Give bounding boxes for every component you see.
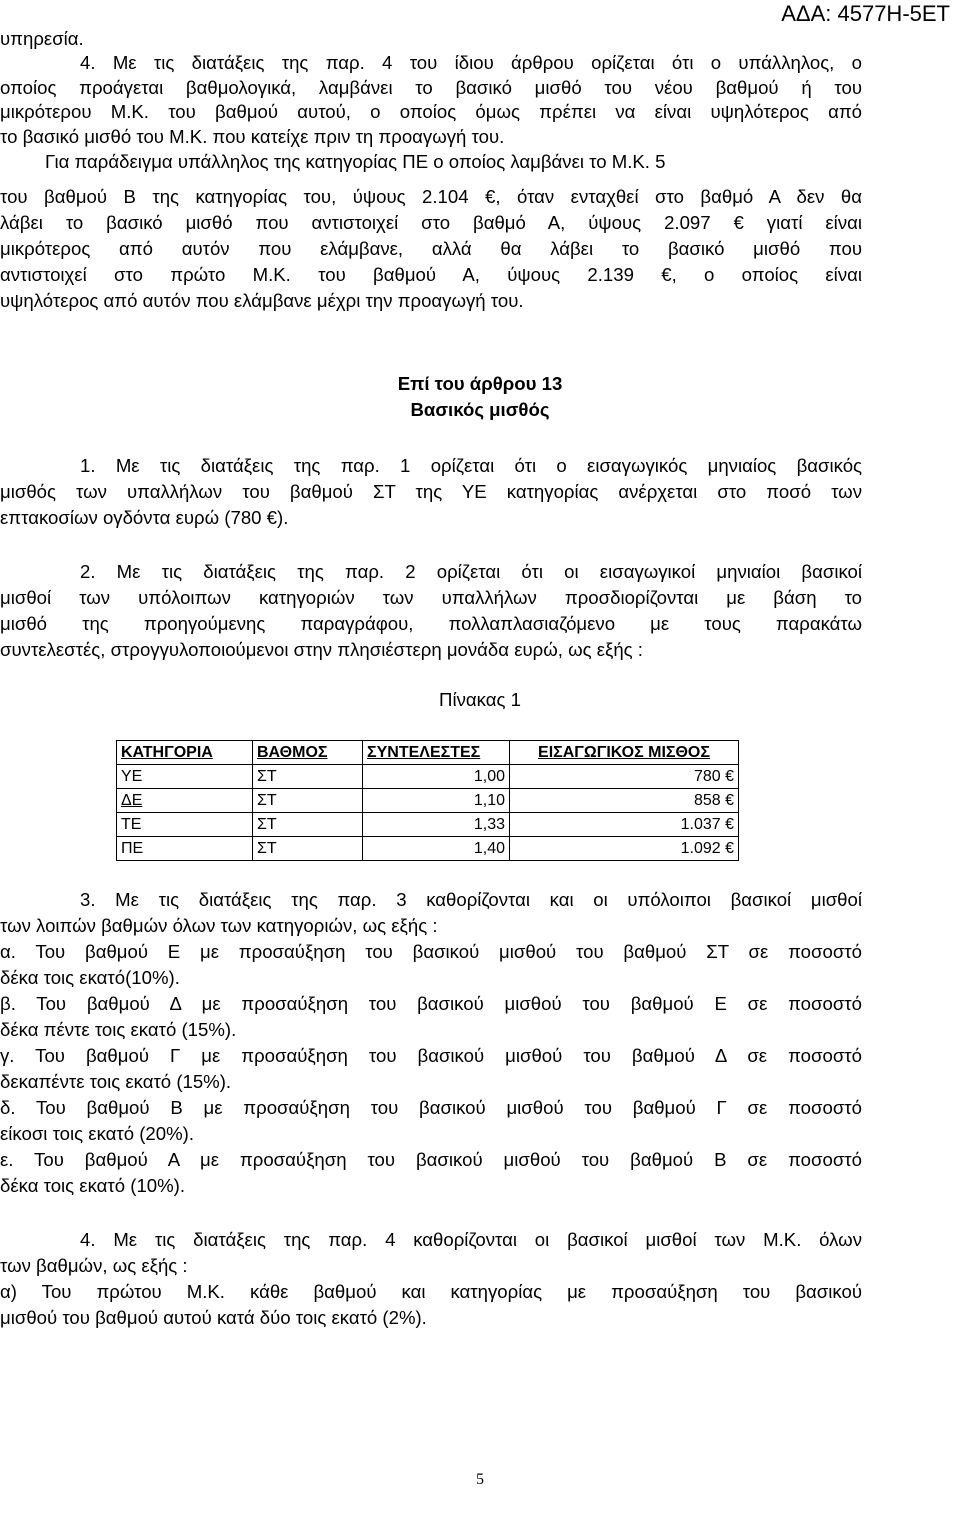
table-cell: ΣΤ: [253, 837, 363, 861]
table-cell: 1,40: [363, 837, 510, 861]
body-line: 2. Με τις διατάξεις της παρ. 2 ορίζεται ότι οι εισαγωγικοί μηνιαίοι βασικοί: [80, 561, 862, 582]
column-header: ΚΑΤΗΓΟΡΙΑ: [117, 741, 253, 765]
table-cell: ΤΕ: [117, 813, 253, 837]
body-line: επτακοσίων ογδόντα ευρώ (780 €).: [0, 507, 289, 528]
table-row: [117, 789, 739, 813]
body-line: δ. Του βαθμού Β με προσαύξηση του βασικού μισθού του βαθμού Γ σε ποσοστό: [0, 1097, 862, 1118]
body-line: υπηρεσία.: [0, 28, 84, 49]
body-line: α) Του πρώτου Μ.Κ. κάθε βαθμού και κατηγορίας με προσαύξηση του βασικού: [0, 1281, 862, 1302]
table-row: [117, 813, 739, 837]
column-header: ΕΙΣΑΓΩΓΙΚΟΣ ΜΙΣΘΟΣ: [510, 741, 739, 765]
body-line: είκοσι τοις εκατό (20%).: [0, 1123, 195, 1144]
column-header: ΣΥΝΤΕΛΕΣΤΕΣ: [363, 741, 510, 765]
body-line: μισθός των υπαλλήλων του βαθμού ΣΤ της ΥΕ κατηγορίας ανέρχεται στο ποσό των: [0, 481, 862, 502]
page-number: 5: [476, 1471, 484, 1488]
table-cell: 1,33: [363, 813, 510, 837]
table-cell: ΣΤ: [253, 765, 363, 789]
table-cell: 1.037 €: [510, 813, 739, 837]
table-cell: 1,10: [363, 789, 510, 813]
table-cell: ΥΕ: [117, 765, 253, 789]
table-cell: ΔΕ: [117, 789, 253, 813]
section-heading: Επί του άρθρου 13: [397, 373, 563, 394]
table-cell: ΠΕ: [117, 837, 253, 861]
body-line: υψηλότερος από αυτόν που ελάμβανε μέχρι την προαγωγή του.: [0, 290, 524, 311]
ada-identifier: ΑΔΑ: 4577Η-5ΕΤ: [781, 1, 950, 26]
body-line: β. Του βαθμού Δ με προσαύξηση του βασικού μισθού του βαθμού Ε σε ποσοστό: [0, 993, 862, 1014]
body-line: 4. Με τις διατάξεις της παρ. 4 καθορίζονται οι βασικοί μισθοί των Μ.Κ. όλων: [80, 1229, 862, 1250]
body-line: γ. Του βαθμού Γ με προσαύξηση του βασικού μισθού του βαθμού Δ σε ποσοστό: [0, 1045, 862, 1066]
table-caption: Πίνακας 1: [439, 689, 521, 710]
body-line: οποίος προάγεται βαθμολογικά, λαμβάνει το βασικό μισθό του νέου βαθμού ή του: [0, 77, 862, 98]
body-line: 1. Με τις διατάξεις της παρ. 1 ορίζεται ότι ο εισαγωγικός μηνιαίος βασικός: [80, 455, 862, 476]
table-cell: ΣΤ: [253, 813, 363, 837]
table-cell: 1,00: [363, 765, 510, 789]
body-line: 3. Με τις διατάξεις της παρ. 3 καθορίζονται και οι υπόλοιποι βασικοί μισθοί: [80, 889, 862, 910]
body-line: μισθοί των υπόλοιπων κατηγοριών των υπαλλήλων προσδιορίζονται με βάση το: [0, 587, 862, 608]
body-line: δέκα πέντε τοις εκατό (15%).: [0, 1019, 237, 1040]
body-line: Για παράδειγμα υπάλληλος της κατηγορίας ΠΕ ο οποίος λαμβάνει το Μ.Κ. 5: [45, 151, 666, 172]
table-row: [117, 765, 739, 789]
body-line: των βαθμών, ως εξής :: [0, 1255, 188, 1276]
body-line: συντελεστές, στρογγυλοποιούμενοι στην πλησιέστερη μονάδα ευρώ, ως εξής :: [0, 639, 643, 660]
body-line: ε. Του βαθμού Α με προσαύξηση του βασικού μισθού του βαθμού Β σε ποσοστό: [0, 1149, 862, 1170]
table-cell: ΣΤ: [253, 789, 363, 813]
body-line: αντιστοιχεί στο πρώτο Μ.Κ. του βαθμού Α, ύψους 2.139 €, ο οποίος είναι: [0, 264, 862, 285]
body-line: μισθό της προηγούμενης παραγράφου, πολλαπλασιαζόμενο με τους παρακάτω: [0, 613, 862, 634]
body-line: δεκαπέντε τοις εκατό (15%).: [0, 1071, 232, 1092]
column-header: ΒΑΘΜΟΣ: [253, 741, 363, 765]
table-row: [117, 837, 739, 861]
table-cell: 1.092 €: [510, 837, 739, 861]
salary-table: [116, 740, 739, 861]
table-cell: 858 €: [510, 789, 739, 813]
body-line: μικρότερος από αυτόν που ελάμβανε, αλλά θα λάβει το βασικό μισθό που: [0, 238, 862, 259]
body-line: των λοιπών βαθμών όλων των κατηγοριών, ως εξής :: [0, 915, 438, 936]
body-line: α. Του βαθμού Ε με προσαύξηση του βασικού μισθού του βαθμού ΣΤ σε ποσοστό: [0, 941, 862, 962]
body-line: το βασικό μισθό του Μ.Κ. που κατείχε πριν τη προαγωγή του.: [0, 126, 505, 147]
table-cell: 780 €: [510, 765, 739, 789]
body-line: 4. Με τις διατάξεις της παρ. 4 του ίδιου άρθρου ορίζεται ότι ο υπάλληλος, ο: [80, 52, 862, 73]
body-line: του βαθμού Β της κατηγορίας του, ύψους 2.104 €, όταν ενταχθεί στο βαθμό Α δεν θα: [0, 186, 862, 207]
body-line: δέκα τοις εκατό(10%).: [0, 967, 180, 988]
table-header-row: [117, 741, 739, 765]
body-line: μισθού του βαθμού αυτού κατά δύο τοις εκατό (2%).: [0, 1307, 427, 1328]
body-line: μικρότερου Μ.Κ. του βαθμού αυτού, ο οποίος όμως πρέπει να είναι υψηλότερος από: [0, 101, 862, 122]
section-subheading: Βασικός μισθός: [410, 399, 550, 420]
body-line: δέκα τοις εκατό (10%).: [0, 1175, 186, 1196]
body-line: λάβει το βασικό μισθό που αντιστοιχεί στο βαθμό Α, ύψους 2.097 € γιατί είναι: [0, 212, 862, 233]
